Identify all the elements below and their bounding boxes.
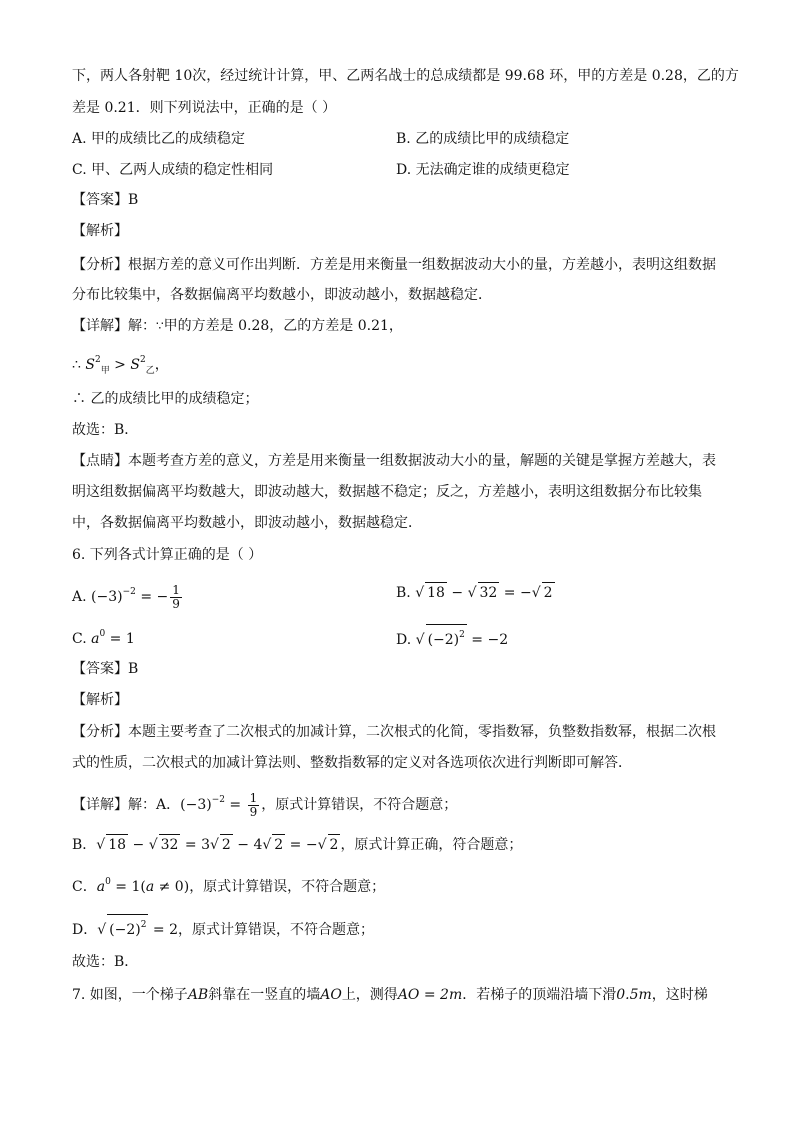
q5-option-c [72,160,273,180]
q6-xiangjie-c [72,872,385,897]
fenxi-tag: 【分析】 [72,724,128,740]
q6-option-c [72,624,135,649]
xiangjie-text: 解： [128,318,156,334]
xiangjie-tag: 【详解】 [72,318,128,334]
fenxi-text: 根据方差的意义可作出判断．方差是用来衡量一组数据波动大小的量，方差越小，表明这组数据 [128,257,716,273]
formula-c: $a^0 = 1(a \ne 0)$ [96,877,190,895]
q6-fenxi-line-1 [72,722,716,742]
q6-option-b [396,582,555,603]
q7-text-a: 7. 如图，一个梯子 [72,987,188,1003]
formula-b: √ 18 − √ 32 = 3√ 2 − 4√ 2 = −√ 2 [96,837,340,853]
xiangjie-suffix: ，原式计算正确，符合题意； [340,837,523,853]
answer-tag: 【答案】 [72,192,128,208]
therefore-icon: ∴ [72,391,86,407]
q7-slide: 0.5m [616,987,652,1003]
option-label: A. [72,589,87,605]
dianjing-text: 本题考查方差的意义，方差是用来衡量一组数据波动大小的量，解题的关键是掌握方差越大，表 [128,453,716,469]
option-label: B. [396,131,411,147]
option-text: 乙的成绩比甲的成绩稳定 [415,131,570,147]
q6-stem: 6. 下列各式计算正确的是（ ） [72,547,263,563]
option-label: D. [396,162,412,178]
q5-dianjing-line-1 [72,451,716,471]
q7-text-c: 上，测得 [341,987,398,1003]
q7-eq-ao: AO = 2m [397,987,463,1003]
xiangjie-prefix: 解：A． [128,797,181,813]
option-label: A. [72,131,87,147]
q6-xiangjie-d [72,914,374,940]
because-icon: ∵ [156,319,164,333]
xiangjie-suffix: ，原式计算错误，不符合题意； [189,879,386,895]
option-text: 无法确定谁的成绩更稳定 [415,162,570,178]
answer-value: B [128,661,139,677]
option-d-formula: √ $(-2)^2 = -2$ [416,632,509,648]
option-label: C. [72,631,87,647]
xiangjie-prefix: C． [72,879,97,895]
expr-tail: ， [154,357,169,373]
q6-analysis-tag: 【解析】 [72,692,128,708]
q5-option-a [72,129,245,149]
option-a-formula: $(-3)^{-2}$ = − $\frac{1}{9}$ [91,582,180,611]
answer-value: B [128,192,139,208]
option-text: 甲的成绩比乙的成绩稳定 [91,131,246,147]
xiangjie-suffix: ，原式计算错误，不符合题意； [261,797,458,813]
q7-text-e: ，这时梯 [651,987,708,1003]
dianjing-tag: 【点睛】 [72,453,128,469]
q5-choose: 故选：B． [72,422,139,438]
q5-option-d [396,160,570,180]
q6-answer [72,659,138,679]
therefore-icon: ∴ [72,357,81,373]
xiangjie-suffix: ，原式计算错误，不符合题意； [178,922,374,938]
q6-xiangjie-a [72,790,457,819]
answer-tag: 【答案】 [72,661,128,677]
q5-variance-comparison [72,350,169,381]
q5-xiangjie-line-1 [72,316,403,336]
q5-dianjing-line-2: 明这组数据偏离平均数越大，即波动越大，数据越不稳定；反之，方差越小，表明这组数据分布比较集 [72,484,702,500]
q5-fenxi-line-2: 分布比较集中，各数据偏离平均数越小，即波动越小，数据越稳定． [72,287,492,303]
q5-answer [72,190,138,210]
q5-conclusion [72,389,258,409]
option-label: C. [72,162,87,178]
xiangjie-tag: 【详解】 [72,797,128,813]
q7-text-b: 斜靠在一竖直的墙 [208,987,321,1003]
option-c-formula: $a^0 = 1$ [91,629,135,647]
fenxi-text: 本题主要考查了二次根式的加减计算，二次根式的化简，零指数幂，负整数指数幂，根据二次根 [128,724,716,740]
formula-d: √ $(-2)^2 = 2$ [97,922,178,938]
option-b-formula: √ 18 − √ 32 = −√ 2 [415,585,554,601]
formula-a: $(-3)^{-2}$ = $\frac{1}{9}$ [180,790,258,819]
q5-stem-line-1: 下，两人各射靶 10次，经过统计计算，甲、乙两名战士的总成绩都是 99.68 环，甲的方差是 0.28，乙的方 [72,68,739,84]
q7-var-ao: AO [320,987,342,1003]
q6-choose: 故选：B． [72,954,139,970]
q7-text-d: ．若梯子的顶端沿墙下滑 [462,987,617,1003]
option-text: 甲、乙两人成绩的稳定性相同 [91,162,274,178]
option-label: B. [396,585,411,601]
variance-expression: $S^2_甲 > S^2_乙$ [85,355,155,376]
q5-dianjing-line-3: 中，各数据偏离平均数越小，即波动越小，数据越稳定． [72,515,422,531]
q5-stem-line-2: 差是 0.21．则下列说法中，正确的是（ ） [72,100,337,116]
q6-fenxi-line-2: 式的性质，二次根式的加减计算法则、整数指数幂的定义对各选项依次进行判断即可解答． [72,755,632,771]
xiangjie-text-b: 甲的方差是 0.28，乙的方差是 0.21， [163,318,403,334]
q6-xiangjie-b [72,834,522,855]
q5-analysis-tag: 【解析】 [72,223,128,239]
fenxi-tag: 【分析】 [72,257,128,273]
option-label: D. [396,632,412,648]
xiangjie-prefix: D． [72,922,98,938]
q5-option-b [396,129,569,149]
xiangjie-prefix: B． [72,837,97,853]
q6-option-a [72,582,184,611]
q5-fenxi-line-1 [72,255,716,275]
q7-var-ab: AB [187,987,209,1003]
q6-option-d [396,624,508,650]
q7-stem [72,985,708,1005]
conclusion-text: 乙的成绩比甲的成绩稳定； [90,391,259,407]
